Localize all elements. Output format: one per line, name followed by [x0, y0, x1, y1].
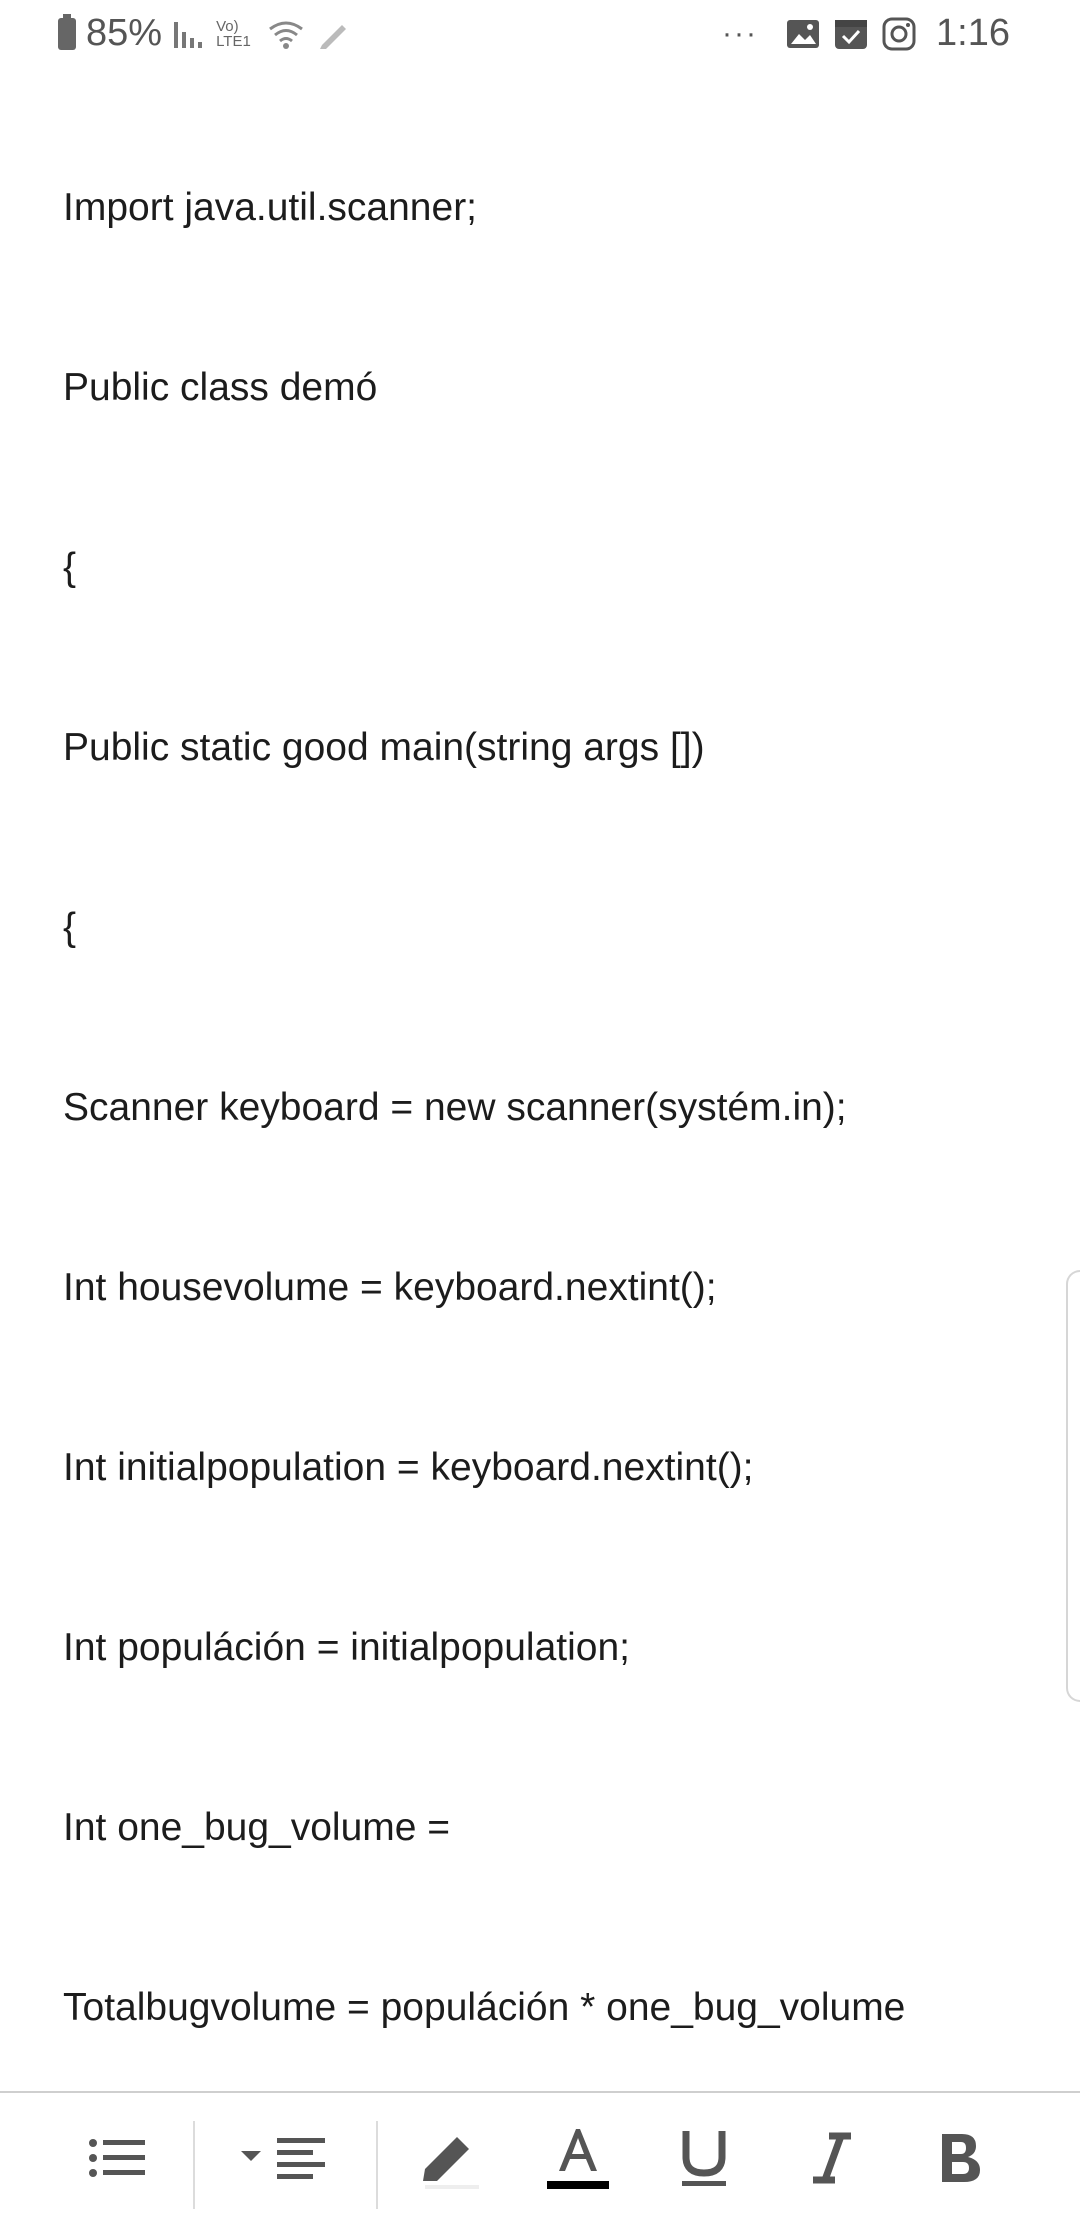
pen-icon [316, 17, 350, 51]
code-line[interactable]: { [63, 546, 77, 589]
code-line[interactable]: Public class demó [63, 366, 378, 409]
gallery-icon [786, 18, 820, 50]
code-line[interactable]: Int one_bug_volume = [63, 1806, 451, 1849]
highlighter-icon [417, 2125, 487, 2191]
code-line[interactable]: Int initialpopulation = keyboard.nextint(); [63, 1446, 754, 1489]
font-color-button[interactable] [538, 2121, 618, 2195]
battery-icon [58, 18, 76, 50]
code-line[interactable]: Scanner keyboard = new scanner(systém.in); [63, 1086, 847, 1129]
align-button[interactable] [238, 2121, 330, 2195]
code-line[interactable]: Totalbugvolume = populáción * one_bug_volume [63, 1986, 906, 2029]
code-line[interactable]: Int populáción = initialpopulation; [63, 1626, 631, 1669]
task-check-icon [834, 17, 868, 51]
signal-icon [172, 18, 206, 50]
toolbar-divider [193, 2121, 195, 2209]
instagram-icon [882, 17, 916, 51]
toolbar-divider [376, 2121, 378, 2209]
highlighter-button[interactable] [412, 2121, 492, 2195]
battery-percentage: 85% [86, 12, 163, 54]
network-type: Vo) LTE1 [216, 17, 251, 50]
font-color-icon [543, 2123, 613, 2193]
code-line[interactable]: Int housevolume = keyboard.nextint(); [63, 1266, 717, 1309]
underline-button[interactable] [664, 2121, 744, 2195]
wifi-icon [266, 17, 306, 51]
underline-icon [674, 2125, 734, 2191]
code-line[interactable]: { [63, 906, 77, 949]
clock: 1:16 [936, 12, 1010, 54]
bullet-list-icon [87, 2133, 147, 2183]
code-line[interactable]: Public static good main(string args []) [63, 726, 705, 769]
overflow-dots: ··· [722, 16, 759, 50]
scroll-handle[interactable] [1066, 1270, 1080, 1702]
bold-button[interactable] [919, 2121, 999, 2195]
align-icon [239, 2133, 329, 2183]
italic-icon [807, 2128, 857, 2188]
italic-button[interactable] [792, 2121, 872, 2195]
status-bar [0, 0, 1080, 66]
code-line[interactable]: Import java.util.scanner; [63, 186, 478, 229]
formatting-toolbar [0, 2091, 1080, 2222]
bold-icon [936, 2130, 982, 2186]
bullet-list-button[interactable] [77, 2121, 157, 2195]
